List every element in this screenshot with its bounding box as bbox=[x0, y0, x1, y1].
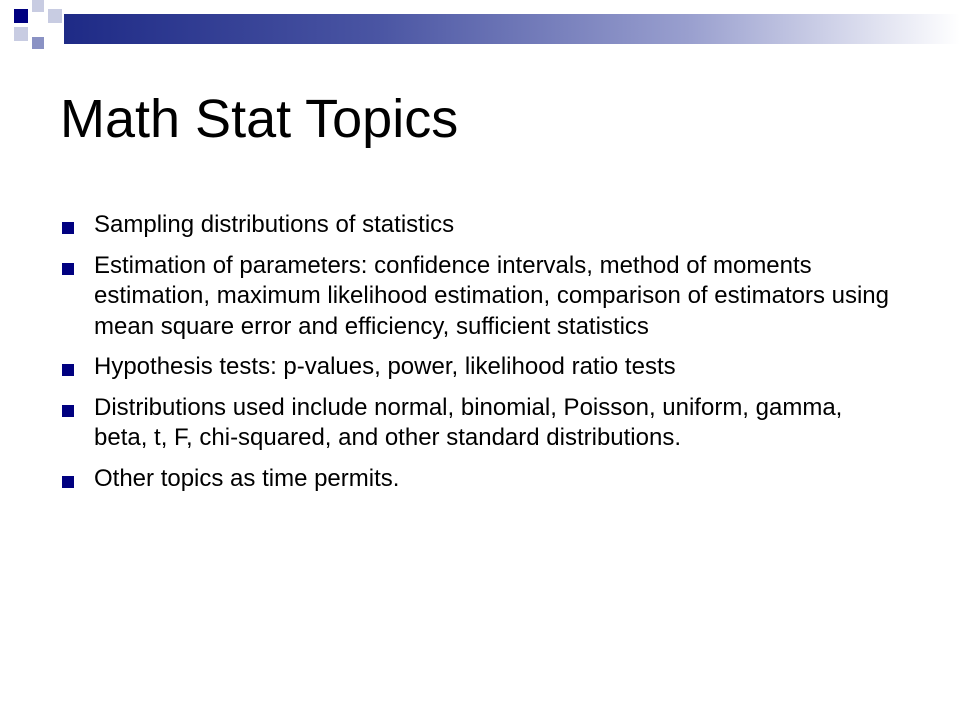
bullet-text: Estimation of parameters: confidence intervals, method of moments estimation, maximum likelihood estimation, comparison of estimators using mean square error and efficiency, sufficient statistics bbox=[94, 251, 889, 340]
bullet-list bbox=[60, 210, 890, 504]
bullet-item bbox=[60, 210, 890, 241]
bullet-item bbox=[60, 251, 890, 343]
gradient-header-bar bbox=[64, 14, 960, 44]
square-bullet-icon bbox=[62, 364, 74, 376]
decorative-square-dark bbox=[14, 9, 28, 23]
square-bullet-icon bbox=[62, 476, 74, 488]
decorative-square-light bbox=[14, 27, 28, 41]
decorative-square-light bbox=[32, 0, 44, 12]
square-bullet-icon bbox=[62, 263, 74, 275]
bullet-text: Other topics as time permits. bbox=[94, 464, 400, 492]
slide-title: Math Stat Topics bbox=[60, 89, 459, 149]
square-bullet-icon bbox=[62, 222, 74, 234]
bullet-text: Hypothesis tests: p-values, power, likelihood ratio tests bbox=[94, 353, 676, 380]
square-bullet-icon bbox=[62, 405, 74, 417]
decorative-square-light bbox=[48, 9, 62, 23]
bullet-item bbox=[60, 352, 890, 383]
header-decoration bbox=[0, 0, 960, 60]
bullet-item bbox=[60, 393, 890, 454]
bullet-item bbox=[60, 464, 890, 495]
decorative-square-medium bbox=[32, 37, 44, 49]
bullet-text: Distributions used include normal, binomial, Poisson, uniform, gamma, beta, t, F, chi-squared, and other standard distributions. bbox=[94, 393, 843, 451]
bullet-text: Sampling distributions of statistics bbox=[94, 211, 455, 238]
